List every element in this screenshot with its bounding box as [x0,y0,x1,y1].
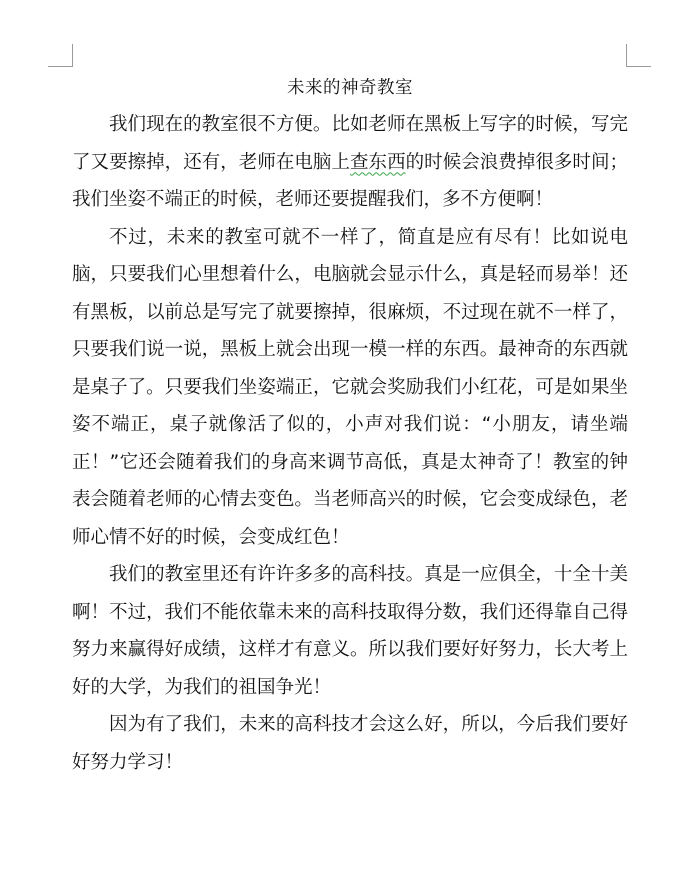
paragraph-text: 因为有了我们，未来的高科技才会这么好，所以，今后我们要好好努力学习！ [72,714,628,773]
paragraph-text: 的时候会浪费掉很多时间；我们坐姿不端正的时候，老师还要提醒我们，多不方便啊！ [72,151,628,210]
paragraph-1 [72,106,628,219]
top-right-corner-mark [626,44,651,67]
paragraph-text: 我们的教室里还有许许多多的高科技。真是一应俱全，十全十美啊！不过，我们不能依靠未来的高科技取得分数，我们还得靠自己得努力来赢得好成绩，这样才有意义。所以我们要好好努力，长大考上好的大学，为我们的祖国争光！ [72,564,628,698]
spellcheck-flagged-text[interactable]: 查东西 [350,151,406,173]
paragraph-2 [72,219,628,557]
paragraph-4 [72,706,628,781]
document-title: 未来的神奇教室 [287,78,413,98]
paragraph-text: 不过，未来的教室可就不一样了，简直是应有尽有！比如说电脑，只要我们心里想着什么，电脑就会显示什么，真是轻而易举！还有黑板，以前总是写完了就要擦掉，很麻烦，不过现在就不一样了，只要我们说一说，黑板上就会出现一模一样的东西。最神奇的东西就是桌子了。只要我们坐姿端正，它就会奖励我们小红花，可是如果坐姿不端正，桌子就像活了似的，小声对我们说：“小朋友，请坐端正！”它还会随着我们的身高来调节高低，真是太神奇了！教室的钟表会随着老师的心情去变色。当老师高兴的时候，它会变成绿色，老师心情不好的时候，会变成红色！ [72,226,628,548]
document-body[interactable] [72,74,628,781]
paragraph-text: 我们现在的教室很不方便。比如老师在黑板上写字的时候，写完了又要擦掉，还有，老师在电脑上 [72,114,628,173]
paragraph-3 [72,556,628,706]
top-left-corner-mark [48,44,73,67]
